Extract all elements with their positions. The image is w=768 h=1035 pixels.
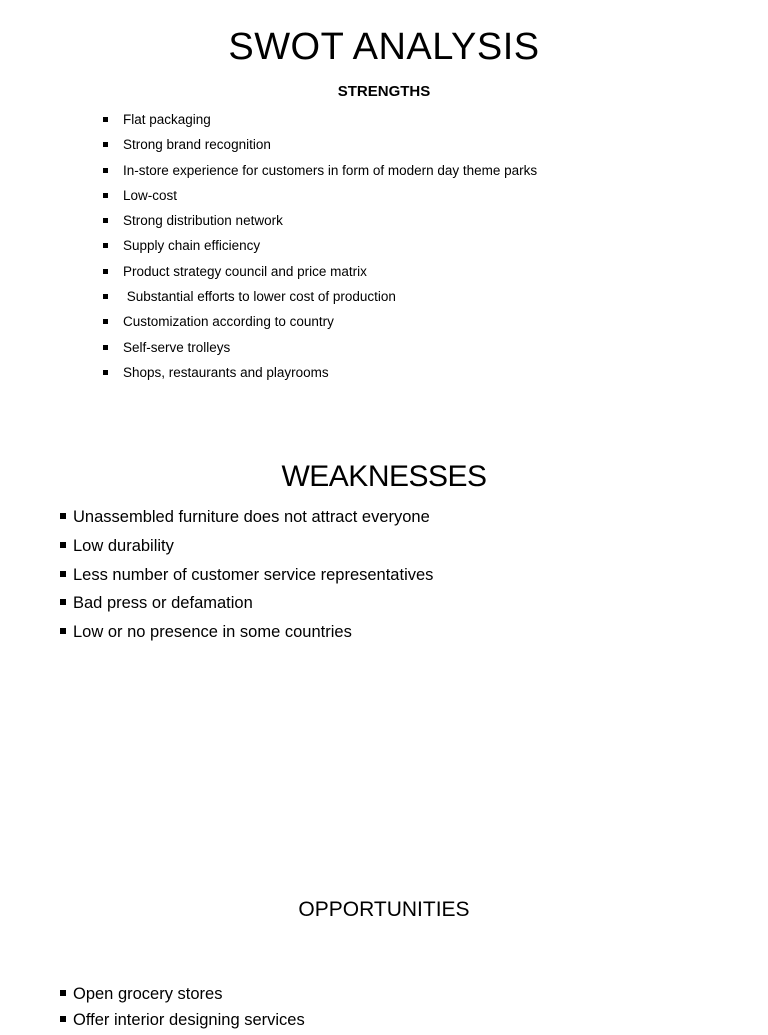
- square-bullet-icon: [103, 269, 108, 274]
- strengths-heading: STRENGTHS: [337, 83, 431, 100]
- square-bullet-icon: [60, 1016, 66, 1022]
- list-item-text: Supply chain efficiency: [123, 238, 261, 254]
- list-item-text: Bad press or defamation: [73, 594, 253, 613]
- list-item-text: Strong distribution network: [123, 213, 283, 229]
- strengths-list: [123, 111, 537, 389]
- square-bullet-icon: [60, 571, 66, 577]
- square-bullet-icon: [103, 319, 108, 324]
- square-bullet-icon: [103, 294, 108, 299]
- list-item: [123, 111, 537, 136]
- list-item: [123, 212, 537, 237]
- list-item-text: Self-serve trolleys: [123, 339, 231, 355]
- list-item-text: Less number of customer service representatives: [73, 565, 434, 584]
- weaknesses-heading: WEAKNESSES: [281, 460, 487, 493]
- list-item-text: Product strategy council and price matrix: [123, 263, 367, 279]
- list-item: [73, 506, 433, 535]
- list-item-text: Low-cost: [123, 187, 178, 203]
- list-item-text: Flat packaging: [123, 112, 211, 127]
- list-item-text: Open grocery stores: [73, 985, 223, 1003]
- list-item: [123, 136, 537, 161]
- list-item: [73, 983, 305, 1009]
- list-item: [73, 621, 433, 650]
- list-item-text: Low or no presence in some countries: [73, 623, 352, 642]
- square-bullet-icon: [103, 142, 108, 147]
- list-item-text: In-store experience for customers in form of modern day theme parks: [123, 162, 538, 178]
- list-item: [123, 162, 537, 187]
- list-item: [123, 237, 537, 262]
- list-item: [73, 535, 433, 564]
- list-item: [73, 592, 433, 621]
- list-item-text: Unassembled furniture does not attract everyone: [73, 508, 430, 526]
- list-item: [123, 187, 537, 212]
- list-item-text: Customization according to country: [123, 314, 334, 330]
- page-title: SWOT ANALYSIS: [228, 26, 540, 68]
- list-item: [73, 1009, 305, 1035]
- list-item-text: Low durability: [73, 536, 174, 555]
- square-bullet-icon: [103, 243, 108, 248]
- square-bullet-icon: [60, 513, 66, 519]
- square-bullet-icon: [103, 117, 108, 122]
- list-item-text: Substantial efforts to lower cost of production: [123, 289, 396, 305]
- list-item: [123, 339, 537, 364]
- square-bullet-icon: [103, 370, 108, 375]
- list-item: [73, 564, 433, 593]
- list-item: [123, 288, 537, 313]
- list-item-text: Offer interior designing services: [73, 1011, 305, 1029]
- square-bullet-icon: [60, 599, 66, 605]
- square-bullet-icon: [60, 628, 66, 634]
- opportunities-list: [73, 983, 305, 1035]
- list-item: [123, 263, 537, 288]
- square-bullet-icon: [103, 345, 108, 350]
- list-item-text: Shops, restaurants and playrooms: [123, 364, 329, 380]
- list-item-text: Strong brand recognition: [123, 137, 271, 153]
- square-bullet-icon: [60, 990, 66, 996]
- list-item: [123, 364, 537, 389]
- square-bullet-icon: [103, 193, 108, 198]
- square-bullet-icon: [103, 218, 108, 223]
- square-bullet-icon: [103, 168, 108, 173]
- list-item: [123, 313, 537, 338]
- opportunities-heading: OPPORTUNITIES: [298, 898, 470, 921]
- weaknesses-list: [73, 506, 433, 650]
- square-bullet-icon: [60, 542, 66, 548]
